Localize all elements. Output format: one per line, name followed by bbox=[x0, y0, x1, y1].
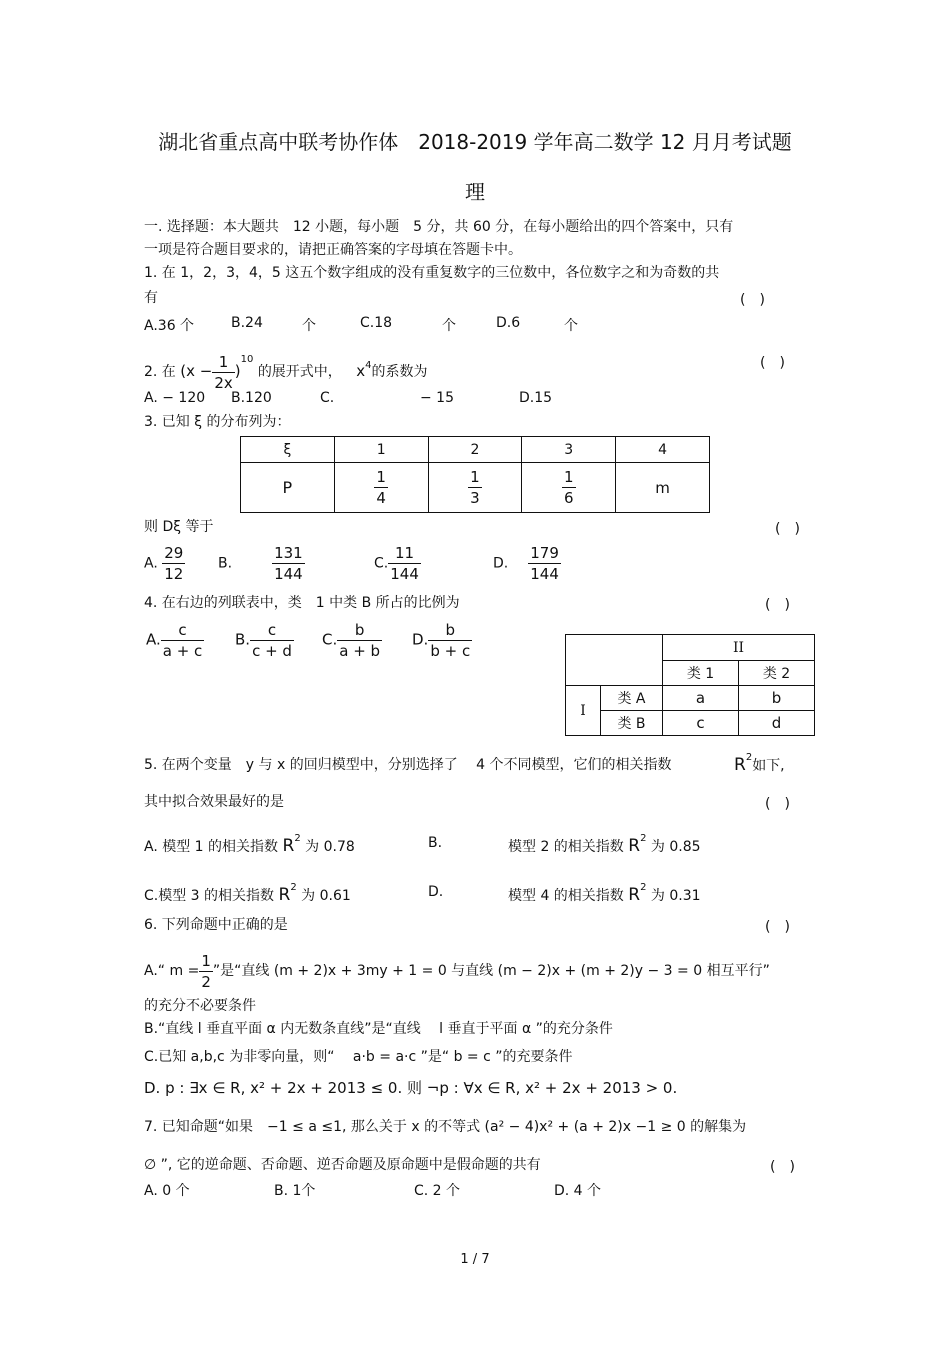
q3-option-frac bbox=[162, 543, 185, 584]
q4-option-den: b + c bbox=[430, 642, 471, 660]
q4-table-row bbox=[566, 711, 815, 736]
q4-option-label: D. bbox=[412, 630, 429, 649]
q6-answer-paren: ( ) bbox=[765, 919, 790, 935]
q4-table-cell-b: b bbox=[739, 686, 815, 711]
q1-option-c: C.18 bbox=[360, 315, 393, 331]
q5-option-text: 模型 4 的相关指数 bbox=[508, 888, 624, 904]
q5-option-value: 为 0.85 bbox=[650, 839, 701, 855]
q3-option-label: B. bbox=[218, 555, 233, 572]
q3-option-num: 11 bbox=[388, 543, 421, 564]
q5-option-a bbox=[144, 833, 355, 856]
q5-stem-2: 其中拟合效果最好的是 bbox=[144, 794, 284, 810]
q3-option-label: A. bbox=[144, 555, 158, 572]
q6-option-d: D. p : ∃x ∈ R, x² + 2x + 2013 ≤ 0. 则 ¬p : ∀x ∈ R, x² + 2x + 2013 > 0. bbox=[144, 1079, 678, 1097]
q3-prob-cell bbox=[522, 463, 616, 513]
q4-option-label: A. bbox=[146, 630, 161, 649]
q6-a-den: 2 bbox=[201, 972, 211, 991]
q3-option-label: C. bbox=[374, 555, 389, 572]
q2-answer-paren: ( ) bbox=[760, 355, 785, 371]
q3-option-den: 144 bbox=[530, 565, 559, 583]
q2-option-c: C. bbox=[320, 390, 335, 406]
q3-row-label: P bbox=[241, 463, 335, 513]
q3-prob-cell-m: m bbox=[616, 463, 710, 513]
q7-option-a: A. 0 个 bbox=[144, 1183, 190, 1199]
q4-table-corner bbox=[566, 635, 663, 686]
q4-option-num: c bbox=[161, 620, 205, 641]
q6-a-frac bbox=[199, 951, 213, 992]
q6-a-post: ”是“直线 (m + 2)x + 3my + 1 = 0 与直线 (m − 2)x + (m + 2)y − 3 = 0 相互平行” bbox=[212, 963, 770, 979]
q3-answer-paren: ( ) bbox=[775, 521, 800, 537]
q1-option-c-unit: 个 bbox=[442, 318, 456, 334]
q3-prob-den: 3 bbox=[470, 489, 480, 507]
q3-option-frac bbox=[528, 543, 561, 584]
q6-option-c: C.已知 a,b,c 为非零向量，则“ a·b = a·c ”是“ b = c ”的充要条件 bbox=[144, 1049, 573, 1065]
page-number: 1 / 7 bbox=[460, 1252, 490, 1267]
q3-header-cell: 2 bbox=[428, 437, 522, 463]
q3-option-a bbox=[144, 543, 185, 584]
q7-answer-paren: ( ) bbox=[770, 1159, 795, 1175]
q3-prob-den: 4 bbox=[376, 489, 386, 507]
q5-option-b bbox=[508, 833, 701, 856]
q4-option-frac bbox=[250, 620, 294, 661]
q2-prefix: 2. 在 bbox=[144, 364, 176, 380]
q6-option-b: B.“直线 l 垂直平面 α 内无数条直线”是“直线 l 垂直于平面 α ”的充分条件 bbox=[144, 1021, 613, 1037]
q3-option-b bbox=[218, 543, 305, 584]
q4-answer-paren: ( ) bbox=[765, 597, 790, 613]
q2-mid: 的展开式中， bbox=[257, 364, 342, 380]
q5-r-exp: 2 bbox=[640, 833, 647, 844]
q5-option-c bbox=[144, 882, 351, 905]
q2-frac-num: 1 bbox=[212, 352, 234, 373]
q5-r: R bbox=[628, 836, 641, 856]
q5-r-exp: 2 bbox=[745, 752, 753, 763]
q3-option-label: D. bbox=[493, 555, 509, 572]
q4-stem: 4. 在右边的列联表中，类 1 中类 B 所占的比例为 bbox=[144, 595, 460, 611]
q4-option-den: a + b bbox=[339, 642, 381, 660]
q4-option-a bbox=[146, 620, 204, 661]
q4-option-frac bbox=[337, 620, 382, 661]
q3-ask: 则 Dξ 等于 bbox=[144, 519, 214, 535]
q6-option-a bbox=[144, 950, 770, 992]
q4-table-left-header: I bbox=[566, 686, 601, 736]
q4-option-num: c bbox=[250, 620, 294, 641]
q1-stem-1: 1. 在 1，2，3，4，5 这五个数字组成的没有重复数字的三位数中，各位数字之和为奇数的共 bbox=[144, 265, 720, 281]
q3-prob-row bbox=[241, 463, 710, 513]
q2-option-a: A. − 120 bbox=[144, 390, 206, 406]
q3-prob-frac bbox=[562, 467, 576, 508]
q5-option-d-label: D. bbox=[428, 884, 444, 900]
q1-option-d-unit: 个 bbox=[564, 318, 578, 334]
q3-header-row bbox=[241, 437, 710, 463]
q3-stem: 3. 已知 ξ 的分布列为： bbox=[144, 414, 291, 430]
q3-option-d bbox=[493, 543, 561, 584]
q2-expr-left: (x − bbox=[180, 362, 213, 380]
q5-r: R bbox=[628, 885, 641, 905]
q1-option-d: D.6 bbox=[496, 315, 521, 331]
q6-option-a-line2: 的充分不必要条件 bbox=[144, 998, 256, 1014]
q2-option-c-value: − 15 bbox=[420, 390, 454, 406]
q3-option-frac bbox=[388, 543, 421, 584]
q5-option-text: C.模型 3 的相关指数 bbox=[144, 888, 275, 904]
q3-prob-num: 1 bbox=[376, 468, 386, 486]
q6-a-pre: A.“ m = bbox=[144, 963, 200, 979]
section-instructions-2: 一项是符合题目要求的，请把正确答案的字母填在答题卡中。 bbox=[144, 242, 522, 258]
q5-r-exp: 2 bbox=[640, 882, 647, 893]
q3-header-cell: 4 bbox=[616, 437, 710, 463]
q4-table-cell-d: d bbox=[739, 711, 815, 736]
q1-option-b: B.24 bbox=[231, 315, 263, 331]
q4-option-num: b bbox=[337, 620, 382, 641]
q3-option-num: 131 bbox=[274, 544, 303, 562]
q4-option-c bbox=[322, 620, 382, 661]
q5-option-value: 为 0.78 bbox=[305, 839, 355, 855]
q3-prob-num: 1 bbox=[563, 468, 574, 486]
q4-table-row bbox=[566, 635, 815, 661]
q4-option-num: b bbox=[428, 620, 472, 641]
q7-stem-1: 7. 已知命题“如果 −1 ≤ a ≤1, 那么关于 x 的不等式 (a² − 4)x² + (a + 2)x −1 ≥ 0 的解集为 bbox=[144, 1119, 747, 1135]
q5-r2-label bbox=[734, 752, 785, 775]
q3-prob-den: 6 bbox=[563, 489, 574, 507]
q2-fraction bbox=[212, 352, 234, 393]
q2-option-d: D.15 bbox=[519, 390, 553, 406]
q5-r: R bbox=[282, 836, 295, 856]
q4-option-den: c + d bbox=[252, 642, 292, 660]
q2-suffix: 的系数为 bbox=[371, 364, 428, 380]
q5-option-d bbox=[508, 882, 701, 905]
q5-option-value: 为 0.31 bbox=[650, 888, 701, 904]
q5-option-b-label: B. bbox=[428, 835, 443, 851]
q3-option-num: 179 bbox=[530, 544, 559, 562]
exam-title-subject: 理 bbox=[465, 180, 485, 204]
q5-stem-1: 5. 在两个变量 y 与 x 的回归模型中，分别选择了 4 个不同模型，它们的相关指数 bbox=[144, 757, 672, 773]
q4-table-col2: 类 2 bbox=[739, 661, 815, 686]
q5-tail: 如下, bbox=[752, 758, 785, 774]
q5-r-exp: 2 bbox=[294, 833, 301, 844]
q7-stem-2: ∅ ”, 它的逆命题、否命题、逆否命题及原命题中是假命题的共有 bbox=[144, 1157, 541, 1173]
q3-option-frac bbox=[272, 543, 305, 584]
q3-header-cell: 1 bbox=[334, 437, 428, 463]
q4-table-col1: 类 1 bbox=[663, 661, 739, 686]
q5-option-text: 模型 2 的相关指数 bbox=[508, 839, 624, 855]
q2-exponent: 10 bbox=[240, 354, 254, 365]
q5-option-value: 为 0.61 bbox=[301, 888, 351, 904]
q3-prob-num: 1 bbox=[470, 468, 480, 486]
q7-option-b: B. 1个 bbox=[274, 1183, 316, 1199]
q2-x: x bbox=[356, 362, 366, 380]
q4-option-frac bbox=[161, 620, 205, 661]
q3-prob-cell bbox=[334, 463, 428, 513]
q7-option-d: D. 4 个 bbox=[554, 1183, 602, 1199]
q2-stem bbox=[144, 340, 428, 393]
q3-distribution-table bbox=[240, 436, 710, 513]
q4-option-label: B. bbox=[235, 630, 251, 649]
q3-prob-cell bbox=[428, 463, 522, 513]
q4-table-row-a: 类 A bbox=[601, 686, 663, 711]
q3-option-num: 29 bbox=[164, 544, 184, 562]
q4-contingency-table bbox=[565, 634, 815, 736]
q4-option-den: a + c bbox=[162, 642, 203, 660]
q5-r: R bbox=[278, 885, 291, 905]
q2-option-b: B.120 bbox=[231, 390, 272, 406]
exam-title: 湖北省重点高中联考协作体 2018-2019 学年高二数学 12 月月考试题 bbox=[158, 130, 792, 154]
q2-frac-den: 2x bbox=[214, 373, 233, 392]
q3-option-den: 144 bbox=[390, 565, 419, 583]
q1-option-a: A.36 个 bbox=[144, 318, 195, 334]
q3-option-den: 12 bbox=[164, 565, 184, 583]
section-instructions-1: 一. 选择题：本大题共 12 小题，每小题 5 分，共 60 分，在每小题给出的四个答案中，只有 bbox=[144, 219, 734, 235]
q1-option-b-unit: 个 bbox=[302, 318, 316, 334]
q4-option-d bbox=[412, 620, 472, 661]
q4-table-cell-a: a bbox=[663, 686, 739, 711]
q5-r: R bbox=[734, 755, 746, 775]
q3-prob-frac bbox=[374, 467, 388, 508]
q3-header-cell: ξ bbox=[241, 437, 335, 463]
q4-table-cell-c: c bbox=[663, 711, 739, 736]
q5-answer-paren: ( ) bbox=[765, 796, 790, 812]
q1-stem-2: 有 bbox=[144, 290, 158, 306]
q4-option-frac bbox=[428, 620, 472, 661]
q7-option-c: C. 2 个 bbox=[414, 1183, 461, 1199]
q5-option-text: A. 模型 1 的相关指数 bbox=[144, 839, 279, 855]
q3-prob-frac bbox=[468, 467, 482, 508]
q4-table-row-b: 类 B bbox=[601, 711, 663, 736]
q3-header-cell: 3 bbox=[522, 437, 616, 463]
q4-option-label: C. bbox=[322, 630, 338, 649]
q1-answer-paren: ( ) bbox=[740, 292, 765, 308]
q4-table-row bbox=[566, 686, 815, 711]
q3-option-c bbox=[374, 543, 421, 584]
q2-expr-right: ) bbox=[234, 362, 241, 380]
q4-option-b bbox=[235, 620, 294, 661]
q3-option-den: 144 bbox=[274, 565, 303, 583]
q6-a-num: 1 bbox=[201, 951, 211, 970]
q6-stem: 6. 下列命题中正确的是 bbox=[144, 917, 288, 933]
q2-x-exp: 4 bbox=[365, 360, 372, 371]
q5-r-exp: 2 bbox=[290, 882, 297, 893]
q4-table-top-header: II bbox=[663, 635, 815, 661]
